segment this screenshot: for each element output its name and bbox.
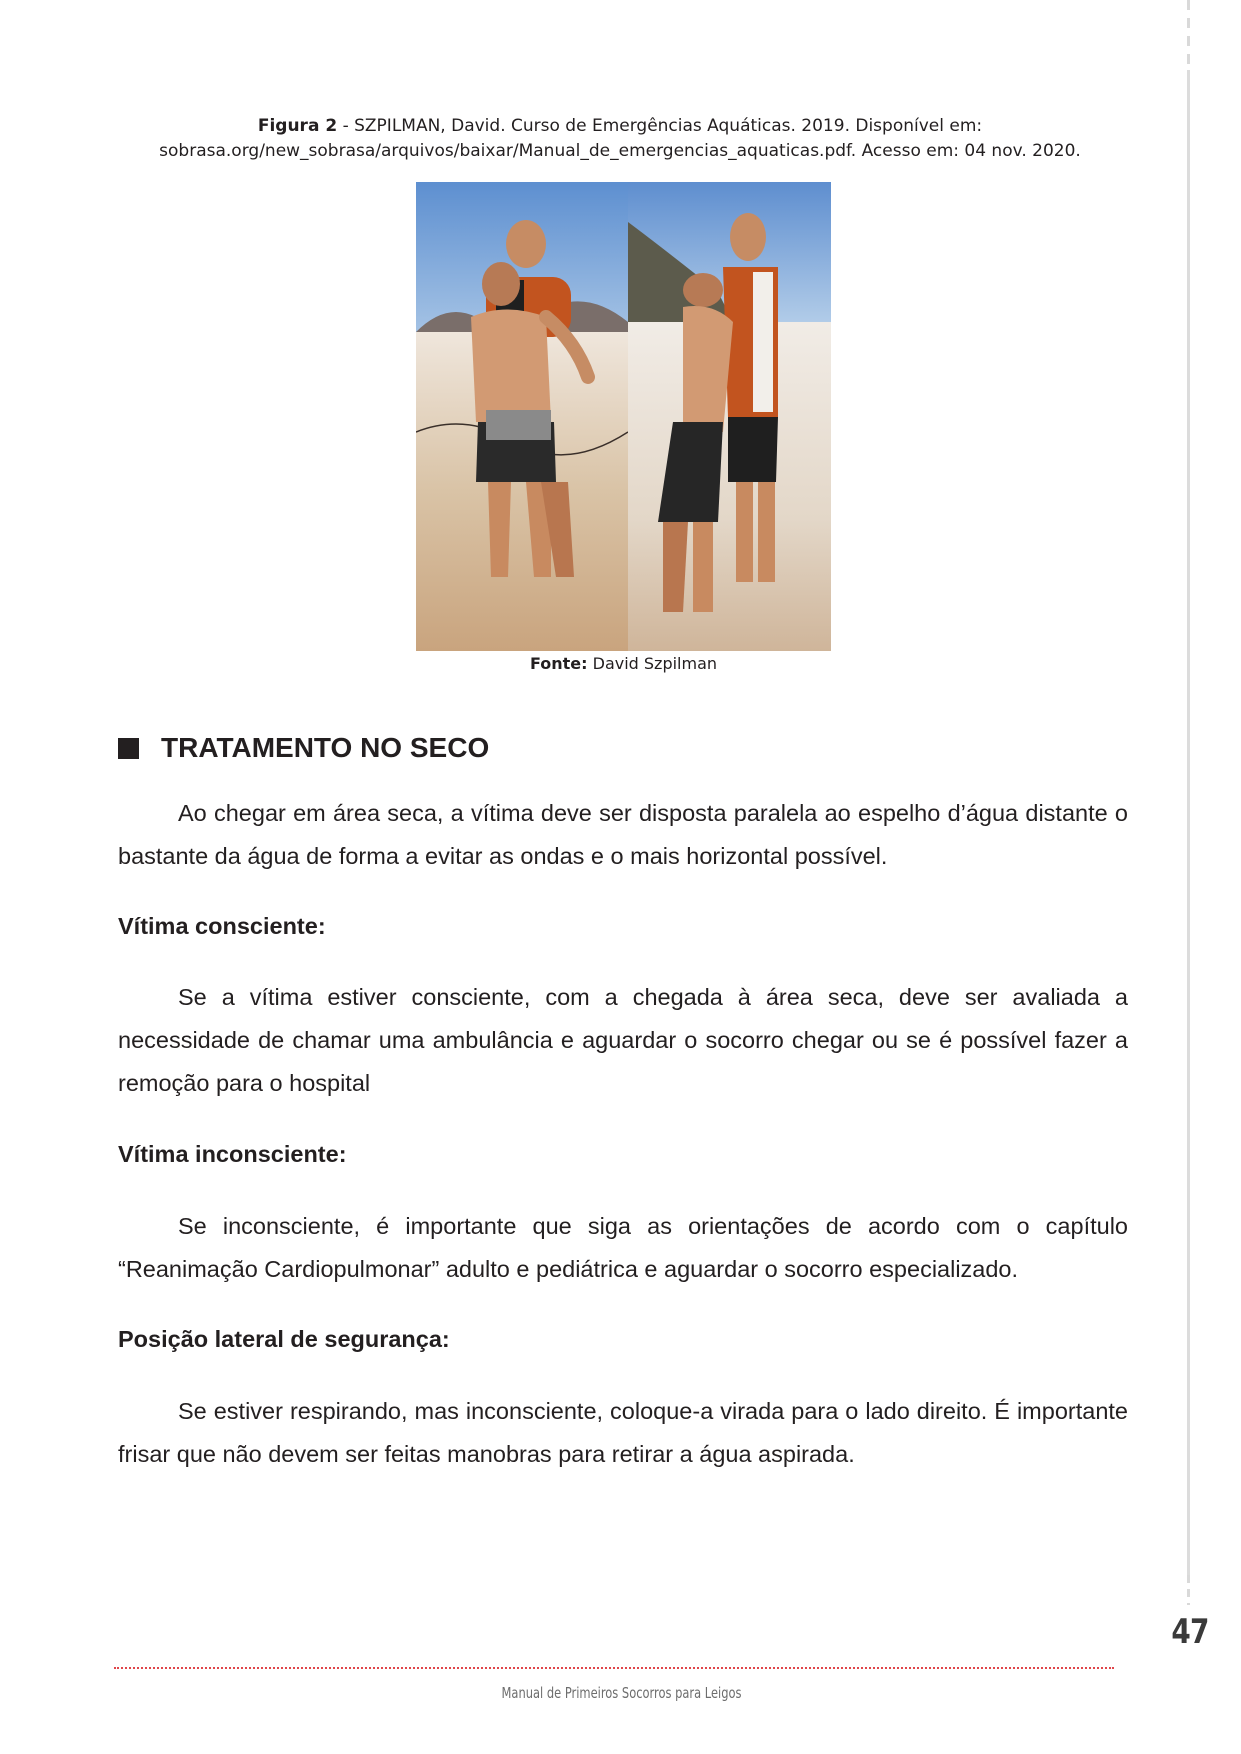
side-rule — [1187, 70, 1190, 1575]
conscious-paragraph: Se a vítima estiver consciente, com a chegada à área seca, deve ser avaliada a necessidade de chamar uma ambulância e aguardar o socorro chegar ou se é possível fazer a remoção para o hospital — [118, 984, 1128, 1096]
side-rule-top-dashes — [1187, 0, 1190, 70]
figure-caption-text: - SZPILMAN, David. Curso de Emergências Aquáticas. 2019. Disponível em: sobrasa.org/new_sobrasa/arquivos/baixar/Manual_de_emergencias_aquaticas.pdf. Acesso em: 04 nov. 2020. — [159, 116, 1081, 161]
section-heading — [118, 732, 489, 764]
unconscious-paragraph: Se inconsciente, é importante que siga as orientações de acordo com o capítulo “Reanimação Cardiopulmonar” adulto e pediátrica e aguardar o socorro especializado. — [118, 1213, 1128, 1282]
figure-source-label: Fonte: — [529, 654, 588, 673]
lateral-position-heading: Posição lateral de segurança: — [118, 1326, 450, 1352]
figure-caption — [110, 114, 1130, 164]
page-number: 47 — [1171, 1612, 1209, 1652]
rescue-photo-right-illustration — [628, 182, 831, 651]
rescue-photo-left-illustration — [416, 182, 628, 651]
intro-paragraph: Ao chegar em área seca, a vítima deve ser disposta paralela ao espelho d’água distante o bastante da água de forma a evitar as ondas e o mais horizontal possível. — [118, 800, 1128, 869]
section-title: TRATAMENTO NO SECO — [161, 732, 490, 763]
unconscious-heading: Vítima inconsciente: — [118, 1141, 347, 1167]
rescue-photo-left — [416, 182, 628, 651]
figure-source — [416, 654, 831, 673]
rescue-photo — [416, 182, 831, 651]
square-bullet-icon — [118, 738, 139, 759]
side-rule-bottom-dashes — [1187, 1575, 1190, 1605]
footer-title: Manual de Primeiros Socorros para Leigos — [501, 1684, 742, 1702]
rescue-photo-right — [628, 182, 831, 651]
figure-label: Figura 2 — [257, 116, 338, 136]
lateral-position-paragraph: Se estiver respirando, mas inconsciente, coloque-a virada para o lado direito. É importante frisar que não devem ser feitas manobras para retirar a água aspirada. — [118, 1398, 1128, 1467]
figure-source-value: David Szpilman — [587, 654, 718, 673]
conscious-heading: Vítima consciente: — [118, 913, 326, 939]
footer-rule — [114, 1667, 1114, 1669]
